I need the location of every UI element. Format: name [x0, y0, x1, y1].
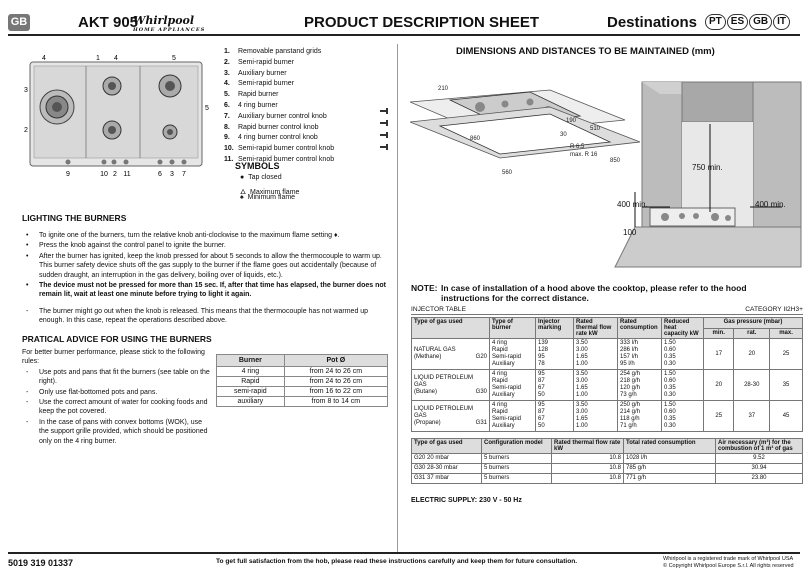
- lighting-section: [22, 231, 394, 327]
- legend-item: 9. 4 ring burner control knob: [224, 134, 318, 142]
- filled-circle-icon: ●: [240, 174, 245, 181]
- hob-callout: 10: [100, 171, 108, 178]
- lighting-bullet: • To ignite one of the burners, turn the relative knob anti-clockwise to the maximum flame setting ♦.: [22, 231, 394, 240]
- injector-title: INJECTOR TABLE: [411, 306, 466, 313]
- hob-illustration: [22, 52, 210, 178]
- hob-callout: 6: [158, 171, 162, 178]
- hob-callout: 5: [172, 55, 176, 62]
- legend-item: 4. Semi-rapid burner: [224, 80, 295, 88]
- table-row: Rapid from 24 to 26 cm: [217, 377, 388, 387]
- table-row: 4 ring from 24 to 26 cm: [217, 367, 388, 377]
- svg-text:210: 210: [438, 86, 449, 92]
- col-header: Burner: [217, 355, 285, 367]
- table-row: auxiliary from 8 to 14 cm: [217, 397, 388, 407]
- column-divider: [397, 44, 398, 554]
- hob-callout: 4: [114, 55, 118, 62]
- svg-text:max. R 16: max. R 16: [570, 152, 598, 158]
- svg-text:510: 510: [590, 126, 601, 132]
- table-row: LIQUID PETROLEUM GAS (Butane) G30 4 ring Rapid Semi-rapid Auxiliary 95 87 67 50 3.50 3.00 1.65 1.00 254 g/h 218 g/h 120 g/h 73 g/h 1.50 0.60 0.35 0.30 20 28-30 35: [412, 370, 803, 401]
- small-flame-icon: ♠: [240, 194, 244, 201]
- lighting-title: LIGHTING THE BURNERS: [22, 213, 127, 223]
- hob-callout: 3: [24, 87, 28, 94]
- svg-text:400 min.: 400 min.: [755, 200, 786, 209]
- advice-section: [22, 348, 212, 447]
- burner-4ring: [40, 90, 74, 124]
- hob-callout: 9: [66, 171, 70, 178]
- hob-callout: 2: [24, 127, 28, 134]
- hob-callout: 2: [113, 171, 117, 178]
- destination-code: GB: [749, 14, 772, 30]
- table-row: semi-rapid from 16 to 22 cm: [217, 387, 388, 397]
- symbols-title: SYMBOLS: [235, 161, 280, 171]
- config-table: Type of gas used Configuration model Rated thermal flow rate kW Total rated consumption Air necessary (m³) for the combustion of 1 m³ of gas G20 20 mbar 5 burners 10.8 1028 l/h 9.52 G30 28-30 mbar 5 burners 10.8 785 g/h 30.94 G31 37 mbar 5 burners 10.8 771 g/h 23.80: [411, 438, 803, 484]
- legend-item: 6. 4 ring burner: [224, 101, 278, 109]
- hob-callout: 5: [205, 105, 209, 112]
- dimensions-diagram: [410, 62, 802, 276]
- svg-text:30: 30: [560, 132, 567, 138]
- table-row: G31 37 mbar 5 burners 10.8 771 g/h 23.80: [412, 474, 803, 484]
- parts-legend: [224, 47, 334, 166]
- lighting-bullet-warning: • The device must not be pressed for more than 15 sec. If, after that time has elapsed, the burner does not remain lit, wait at least one minute before trying to light it again.: [22, 281, 394, 300]
- table-row: NATURAL GAS (Methane) G20 4 ring Rapid Semi-rapid Auxiliary 139 128 95 78 3.50 3.00 1.65 1.00 333 l/h 286 l/h 157 l/h 95 l/h 1.50 0.60 0.35 0.30 17 20 25: [412, 339, 803, 370]
- hood-note: [411, 283, 801, 303]
- destination-codes: [705, 14, 790, 30]
- svg-text:850: 850: [610, 158, 621, 164]
- legend-item: 1. Removable panstand grids: [224, 48, 322, 55]
- page-header: [8, 14, 800, 36]
- destination-code: ES: [727, 14, 748, 30]
- advice-title: PRATICAL ADVICE FOR USING THE BURNERS: [22, 334, 212, 344]
- page-title: PRODUCT DESCRIPTION SHEET: [304, 14, 540, 31]
- burner-rapid: [159, 75, 181, 97]
- category: CATEGORY II2H3+: [745, 306, 803, 313]
- kitchen-cabinets: [615, 82, 801, 267]
- advice-intro: For better burner performance, please stick to the following rules:: [22, 349, 205, 366]
- hob-callout: 7: [182, 171, 186, 178]
- legend-item: 2. Semi-rapid burner: [224, 58, 295, 66]
- injector-section: [411, 306, 803, 484]
- legend-item: 10. Semi-rapid burner control knob: [224, 145, 335, 153]
- svg-text:R 6.5: R 6.5: [570, 144, 585, 150]
- footer-rule: [8, 552, 800, 554]
- symbol-tap-closed: ● Tap closed: [240, 174, 282, 181]
- advice-item: - In the case of pans with convex bottoms (WOK), use the support grille provided, which should be positioned only on the 4 ring burner.: [22, 418, 212, 446]
- flame-icon: ♦: [333, 232, 338, 239]
- note-text: In case of installation of a hood above the cooktop, please refer to the hood instructions for the correct distance.: [441, 283, 747, 303]
- large-flame-icon: 🜂: [240, 189, 247, 196]
- note-label: NOTE:: [411, 283, 438, 293]
- table-row: G20 20 mbar 5 burners 10.8 1028 l/h 9.52: [412, 454, 803, 464]
- advice-item: - Use the correct amount of water for cooking foods and keep the pot covered.: [22, 398, 212, 417]
- svg-text:190: 190: [566, 118, 577, 124]
- symbol-max-flame: 🜂 Maximum flame: [240, 189, 300, 196]
- document-code: 5019 319 01337: [8, 558, 74, 568]
- destination-code: IT: [773, 14, 790, 30]
- col-header: Pot Ø: [284, 355, 387, 367]
- svg-text:400 min.: 400 min.: [617, 200, 648, 209]
- lighting-bullet: • After the burner has ignited, keep the knob pressed for about 5 seconds to allow the thermocouple to warm up. This burner safety device shuts off the gas supply to the burner if the flame goes out accidentally (because of sudden draught, an interruption in the gas delivery, boiling over of liquids, etc.).: [22, 252, 394, 280]
- burner-auxiliary: [163, 125, 177, 139]
- model-number: AKT 905: [78, 14, 139, 31]
- lighting-dash-note: - The burner might go out when the knob is released. This means that the thermocouple has not warmed up enough. In this case, repeat the operations described above.: [22, 307, 394, 326]
- injector-table: Type of gas used Type of burner Injector marking Rated thermal flow rate kW Rated consumption Reduced heat capacity kW Gas pressure (mbar) min. rat. max. NATURAL GAS (Methane) G20 4 ring Rapid Semi-rapid Auxiliary 139 128 95 78 3.50 3.00 1.65 1.00 333 l/h 286 l/h 157 l/h 95 l/h 1.50 0.60 0.35 0.30 17 20 25 LIQUID PETROLEUM GAS (Butane) G30 4 ring Rapid Semi-rapid Auxiliary 95 87 67 50 3.50 3.00 1.65 1.00 254 g/h 218 g/h 120 g/h 73 g/h 1.50 0.60 0.35 0.30 20 28-30 35 LIQUID PETROLEUM GAS (Propane) G31 4 ring Rapid Semi-rapid Auxiliary 95 87 67 50 3.50 3.00 1.65 1.00 250 g/h 214 g/h 118 g/h 71 g/h 1.50 0.60 0.35 0.30 25 37 45: [411, 317, 803, 432]
- legend-item: 8. Rapid burner control knob: [224, 123, 319, 131]
- table-row: G30 28-30 mbar 5 burners 10.8 785 g/h 30.94: [412, 464, 803, 474]
- copyright: Whirlpool is a registered trade mark of Whirlpool USA © Copyright Whirlpool Europe S.r.l. All rights reserved: [663, 556, 794, 569]
- brand-logo: Whirlpool HOME APPLIANCES: [133, 14, 206, 33]
- burner-semi-rapid-top: [103, 77, 121, 95]
- svg-text:560: 560: [502, 170, 513, 176]
- destinations-label: Destinations: [607, 14, 698, 31]
- hob-callout: 3: [170, 171, 174, 178]
- burner-pot-table: [216, 354, 388, 407]
- language-badge: GB: [8, 14, 30, 31]
- legend-item: 5. Rapid burner: [224, 91, 279, 99]
- hob-callout: 1: [96, 55, 100, 62]
- svg-text:100: 100: [623, 228, 637, 237]
- burner-semi-rapid-bottom: [103, 121, 121, 139]
- advice-item: - Only use flat-bottomed pots and pans.: [22, 388, 212, 397]
- svg-text:750 min.: 750 min.: [692, 163, 723, 172]
- dimensions-title: DIMENSIONS AND DISTANCES TO BE MAINTAINED (mm): [456, 46, 715, 57]
- hob-callout: 4: [42, 55, 46, 62]
- footer-message: To get full satisfaction from the hob, please read these instructions carefully and keep them for future consultation.: [216, 558, 578, 565]
- electric-supply: ELECTRIC SUPPLY: 230 V - 50 Hz: [411, 497, 522, 504]
- svg-text:860: 860: [470, 136, 481, 142]
- legend-item: 11. Semi-rapid burner control knob: [224, 155, 335, 163]
- knob-position-icons: [378, 108, 390, 158]
- hob-callout: 11: [123, 171, 131, 178]
- lighting-bullet: • Press the knob against the control panel to ignite the burner.: [22, 241, 394, 250]
- advice-item: - Use pots and pans that fit the burners (see table on the right).: [22, 368, 212, 387]
- legend-item: 3. Auxiliary burner: [224, 69, 287, 77]
- destination-code: PT: [705, 14, 726, 30]
- symbol-min-flame: ♠ Minimum flame: [240, 194, 296, 201]
- table-row: LIQUID PETROLEUM GAS (Propane) G31 4 ring Rapid Semi-rapid Auxiliary 95 87 67 50 3.50 3.00 1.65 1.00 250 g/h 214 g/h 118 g/h 71 g/h 1.50 0.60 0.35 0.30 25 37 45: [412, 401, 803, 432]
- legend-item: 7. Auxiliary burner control knob: [224, 112, 327, 120]
